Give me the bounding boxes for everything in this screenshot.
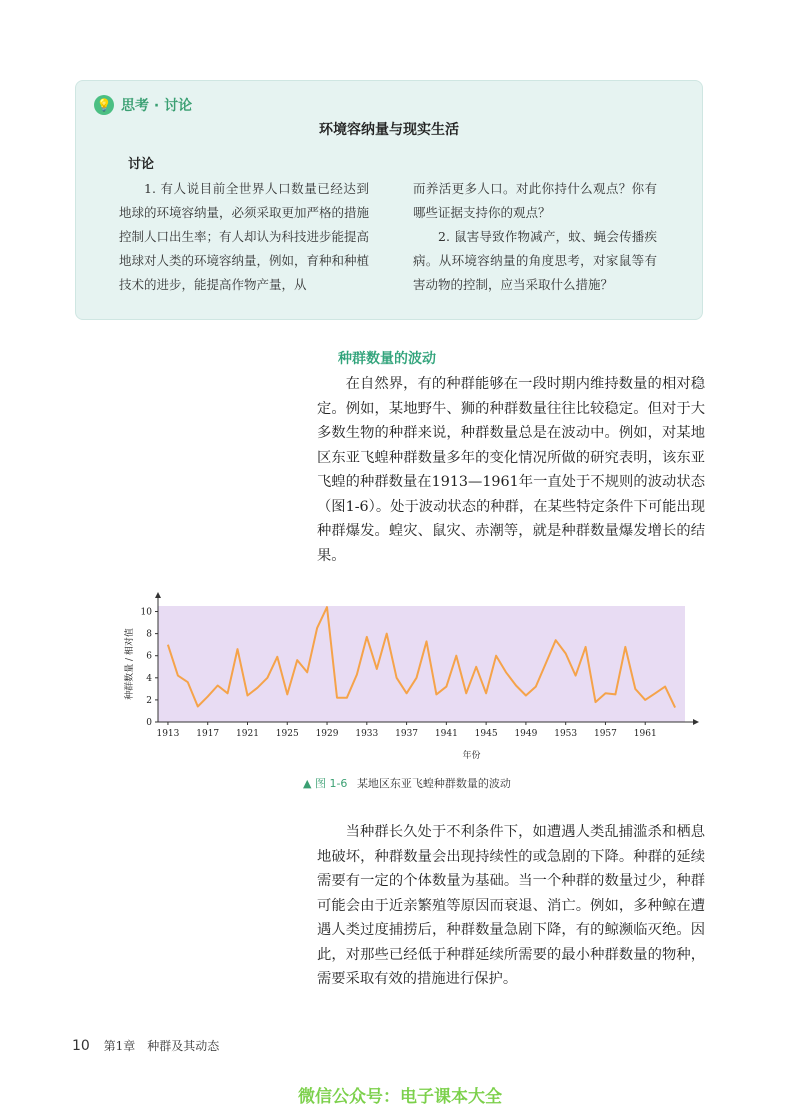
x-tick-label: 1957 (593, 729, 617, 739)
population-line-chart (110, 590, 710, 770)
body-paragraph-1 (317, 372, 705, 568)
x-tick-label: 1917 (196, 729, 220, 739)
paragraph-text: 当种群长久处于不利条件下，如遭遇人类乱捕滥杀和栖息地破坏，种群数量会出现持续性的或急剧的下降。种群的延续需要有一定的个体数量为基础。当一个种群的数量过少，种群可能会由于近亲繁殖等原因而衰退、消亡。例如，多种鲸在遭遇人类过度捕捞后，种群数量急剧下降，有的鲸濒临灭绝。因此，对那些已经低于种群延续所需要的最小种群数量的物种，需要采取有效的措施进行保护。 (317, 824, 705, 987)
y-axis-label: 种群数量 / 相对值 (125, 628, 135, 700)
page-footer (72, 1037, 219, 1054)
discussion-column-right (413, 177, 657, 297)
think-discuss-box (75, 80, 703, 320)
question-1-part-2: 而养活更多人口。对此你持什么观点？你有哪些证据支持你的观点？ (413, 181, 657, 220)
y-tick-label: 8 (146, 629, 152, 640)
page-number: 10 (72, 1038, 90, 1054)
box-title: 环境容纳量与现实生活 (319, 122, 459, 138)
plot-background (158, 606, 685, 722)
x-axis-label: 年份 (462, 751, 481, 761)
watermark: 微信公众号：电子课本大全 (298, 1087, 502, 1107)
x-tick-label: 1933 (355, 729, 379, 739)
figure-number: 图 1-6 (314, 777, 348, 790)
y-tick-label: 10 (140, 607, 152, 618)
x-tick-label: 1937 (395, 729, 419, 739)
x-tick-label: 1949 (514, 729, 538, 739)
chapter-title: 第1章 种群及其动态 (103, 1039, 220, 1053)
x-tick-label: 1913 (156, 729, 180, 739)
x-axis-arrow (693, 719, 699, 725)
x-tick-label: 1953 (554, 729, 578, 739)
discussion-heading: 讨论 (128, 157, 155, 172)
question-2: 2. 鼠害导致作物减产，蚊、蝇会传播疾病。从环境容纳量的角度思考，对家鼠等有害动物的控制，应当采取什么措施？ (413, 229, 657, 292)
discussion-column-left (119, 177, 369, 297)
paragraph-text: 在自然界，有的种群能够在一段时期内维持数量的相对稳定。例如，某地野牛、狮的种群数量往往比较稳定。但对于大多数生物的种群来说，种群数量总是在波动中。例如，对某地区东亚飞蝗种群数量多年的变化情况所做的研究表明，该东亚飞蝗的种群数量在1913—1961年一直处于不规则的波动状态（图1-6）。处于波动状态的种群，在某些特定条件下可能出现种群爆发。蝗灾、鼠灾、赤潮等，就是种群数量爆发增长的结果。 (317, 376, 705, 564)
lightbulb-icon: 💡 (94, 95, 114, 115)
y-tick-label: 2 (146, 695, 152, 706)
section-title: 种群数量的波动 (338, 351, 436, 367)
question-1-part-1: 1. 有人说目前全世界人口数量已经达到地球的环境容纳量，必须采取更加严格的措施控制人口出生率；有人却认为科技进步能提高地球对人类的环境容纳量，例如，育种和种植技术的进步，能提高作物产量，从 (119, 181, 370, 292)
x-tick-label: 1941 (434, 729, 458, 739)
box-label: 思考 · 讨论 (121, 98, 193, 114)
x-tick-label: 1929 (315, 729, 339, 739)
figure-caption (303, 775, 511, 791)
triangle-icon: ▲ (303, 777, 312, 790)
y-tick-label: 4 (146, 673, 152, 684)
y-tick-label: 6 (146, 651, 152, 662)
y-axis-arrow (155, 592, 161, 598)
x-tick-label: 1925 (275, 729, 299, 739)
x-tick-label: 1961 (633, 729, 657, 739)
x-tick-label: 1921 (236, 729, 259, 739)
body-paragraph-2 (317, 820, 705, 992)
figure-caption-text: 某地区东亚飞蝗种群数量的波动 (356, 777, 511, 790)
x-tick-label: 1945 (474, 729, 498, 739)
y-tick-label: 0 (146, 718, 152, 728)
